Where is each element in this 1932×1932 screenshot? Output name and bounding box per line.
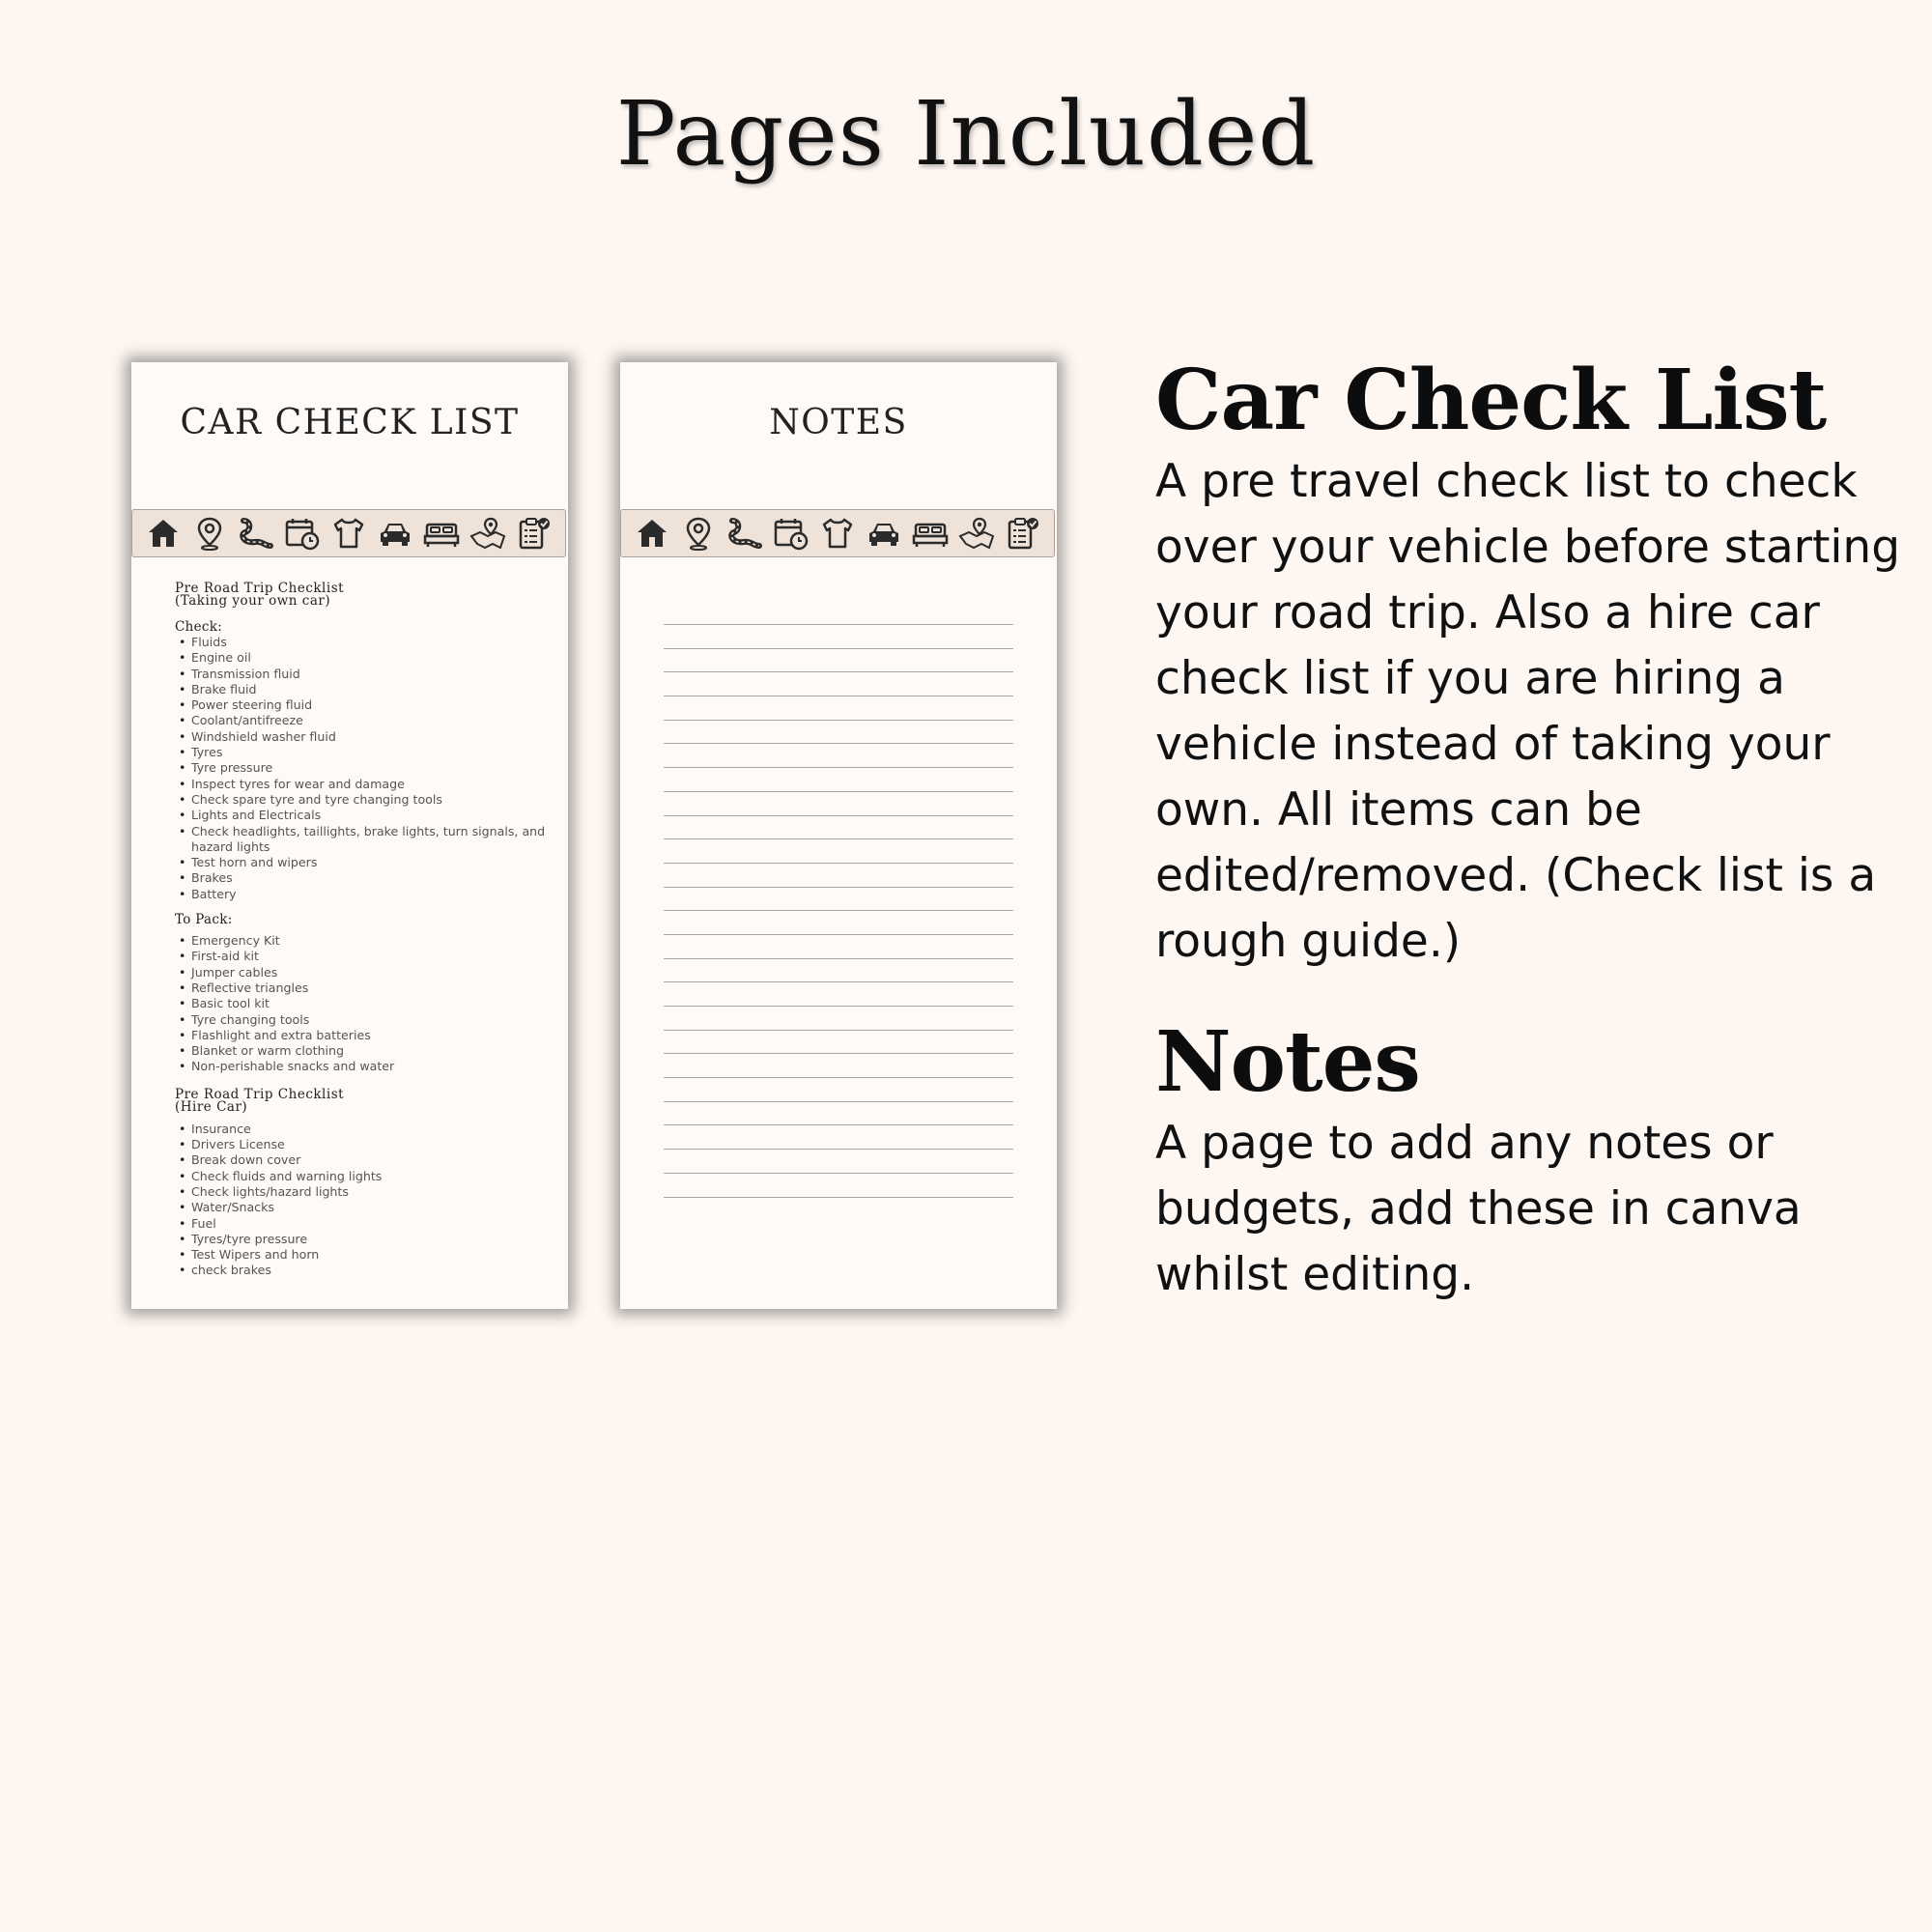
list-item: • Drivers License <box>179 1137 561 1152</box>
bed-icon <box>912 515 949 552</box>
list-item: • Tyres <box>179 745 561 760</box>
notes-page-title: NOTES <box>769 403 908 442</box>
tshirt-icon <box>819 515 856 552</box>
note-line <box>664 743 1013 744</box>
section-subtitle: (Hire Car) <box>175 1098 248 1115</box>
note-line <box>664 815 1013 816</box>
icon-band <box>131 509 566 557</box>
winding-road-icon <box>238 515 274 552</box>
note-line <box>664 1197 1013 1198</box>
calendar-clock-icon <box>773 515 810 552</box>
note-line <box>664 1053 1013 1054</box>
list-item: • Water/Snacks <box>179 1200 561 1215</box>
list-item: • Tyres/tyre pressure <box>179 1232 561 1247</box>
note-line <box>664 958 1013 959</box>
list-item: • Non-perishable snacks and water <box>179 1059 561 1074</box>
note-line <box>664 838 1013 839</box>
house-icon <box>145 515 182 552</box>
note-line <box>664 1030 1013 1031</box>
folded-map-icon <box>958 515 995 552</box>
note-line <box>664 1101 1013 1102</box>
list-item: • Windshield washer fluid <box>179 729 561 745</box>
note-line <box>664 887 1013 888</box>
notes-page-preview <box>620 362 1057 1309</box>
car-icon <box>377 515 413 552</box>
list-item: • Emergency Kit <box>179 933 561 949</box>
list-item: • Engine oil <box>179 650 561 666</box>
house-icon <box>634 515 670 552</box>
checklist-description <box>1155 353 1909 975</box>
calendar-clock-icon <box>284 515 321 552</box>
list-item: • Lights and Electricals <box>179 808 561 823</box>
list-item: • Jumper cables <box>179 965 561 980</box>
checklist-page-preview <box>131 362 568 1309</box>
note-line <box>664 934 1013 935</box>
list-item: • Brake fluid <box>179 682 561 697</box>
notes-description <box>1155 1014 1909 1308</box>
note-line <box>664 910 1013 911</box>
note-line <box>664 863 1013 864</box>
list-item: • Transmission fluid <box>179 667 561 682</box>
check-items-list <box>175 635 561 902</box>
pack-label: To Pack: <box>175 912 233 928</box>
note-line <box>664 1006 1013 1007</box>
note-line <box>664 791 1013 792</box>
list-item: • Test Wipers and horn <box>179 1247 561 1263</box>
note-line <box>664 1077 1013 1078</box>
clipboard-check-icon <box>516 515 553 552</box>
car-icon <box>866 515 902 552</box>
list-item: • Check lights/hazard lights <box>179 1184 561 1200</box>
note-line <box>664 671 1013 672</box>
list-item: • Battery <box>179 887 561 902</box>
list-item: • Test horn and wipers <box>179 855 561 870</box>
note-line <box>664 1173 1013 1174</box>
checklist-page-title: CAR CHECK LIST <box>180 403 520 442</box>
bed-icon <box>423 515 460 552</box>
list-item: • Inspect tyres for wear and damage <box>179 777 561 792</box>
notes-lines <box>664 624 1013 1220</box>
list-item: • Power steering fluid <box>179 697 561 713</box>
list-item: • Fluids <box>179 635 561 650</box>
list-item: • Tyre pressure <box>179 760 561 776</box>
list-item: • Brakes <box>179 870 561 886</box>
description-body: A page to add any notes or budgets, add these in canva whilst editing. <box>1155 1117 1802 1301</box>
note-line <box>664 1149 1013 1150</box>
pack-items-list <box>175 933 561 1075</box>
note-line <box>664 624 1013 625</box>
list-item: • Check headlights, taillights, brake lights, turn signals, and hazard lights <box>179 824 561 856</box>
checklist-content <box>175 582 561 1279</box>
section-title: Pre Road Trip Checklist <box>175 581 345 596</box>
check-label: Check: <box>175 619 223 635</box>
description-body: A pre travel check list to check over your vehicle before starting your road trip. Also a hire car check list if you are hiring a vehicle instead of taking your own. All items can be edited/removed. (Check list is a rough guide.) <box>1155 455 1901 968</box>
description-title: Car Check List <box>1155 352 1827 449</box>
list-item: • Coolant/antifreeze <box>179 713 561 728</box>
note-line <box>664 1124 1013 1125</box>
list-item: • Check fluids and warning lights <box>179 1169 561 1184</box>
note-line <box>664 767 1013 768</box>
list-item: • First-aid kit <box>179 949 561 964</box>
section-title: Pre Road Trip Checklist <box>175 1086 345 1102</box>
tshirt-icon <box>330 515 367 552</box>
list-item: • check brakes <box>179 1263 561 1278</box>
list-item: • Blanket or warm clothing <box>179 1043 561 1059</box>
section-subtitle: (Taking your own car) <box>175 593 331 609</box>
map-pin-icon <box>680 515 717 552</box>
description-title: Notes <box>1155 1013 1420 1111</box>
list-item: • Reflective triangles <box>179 980 561 996</box>
map-pin-icon <box>191 515 228 552</box>
list-item: • Break down cover <box>179 1152 561 1168</box>
folded-map-icon <box>469 515 506 552</box>
list-item: • Flashlight and extra batteries <box>179 1028 561 1043</box>
list-item: • Tyre changing tools <box>179 1012 561 1028</box>
page-heading: Pages Included <box>615 82 1317 185</box>
list-item: • Basic tool kit <box>179 996 561 1011</box>
list-item: • Insurance <box>179 1122 561 1137</box>
winding-road-icon <box>726 515 763 552</box>
list-item: • Fuel <box>179 1216 561 1232</box>
hire-items-list <box>175 1122 561 1279</box>
clipboard-check-icon <box>1005 515 1041 552</box>
note-line <box>664 720 1013 721</box>
icon-band <box>620 509 1055 557</box>
note-line <box>664 981 1013 982</box>
note-line <box>664 648 1013 649</box>
list-item: • Check spare tyre and tyre changing tools <box>179 792 561 808</box>
